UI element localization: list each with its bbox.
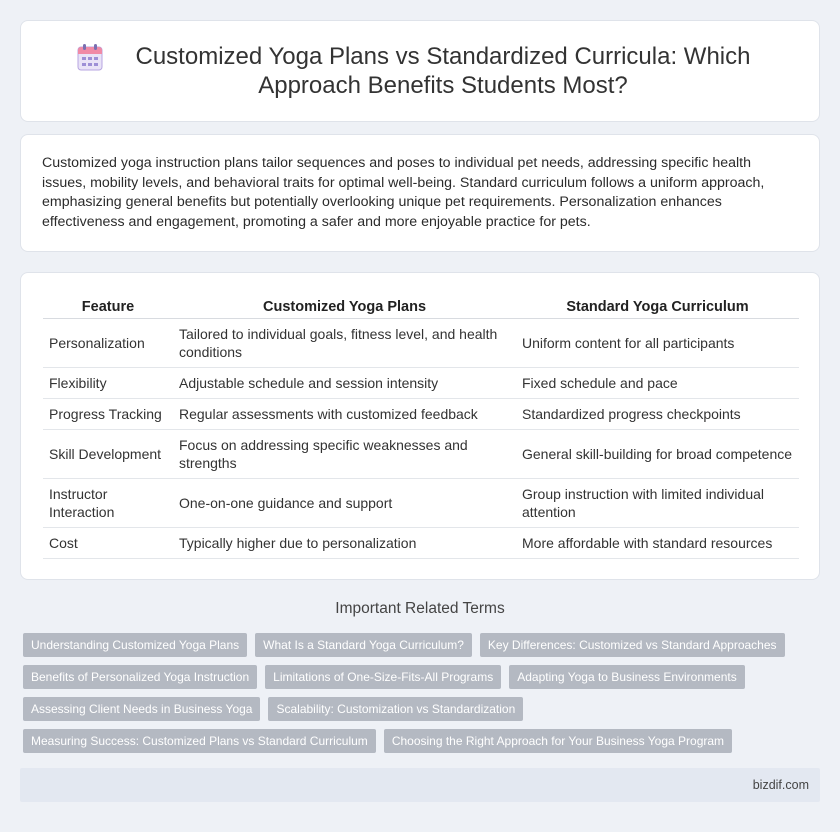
table-row: [43, 319, 799, 368]
table-cell-standard: General skill-building for broad competence: [516, 430, 799, 479]
related-terms-list: [23, 633, 823, 761]
table-cell-standard: Standardized progress checkpoints: [516, 399, 799, 430]
table-cell-feature: Progress Tracking: [43, 399, 173, 430]
tag-row: [23, 665, 823, 689]
tag-row: [23, 633, 823, 657]
table-cell-feature: Skill Development: [43, 430, 173, 479]
title-card: [20, 20, 820, 122]
column-header-customized: Customized Yoga Plans: [173, 295, 516, 319]
table-cell-customized: Adjustable schedule and session intensity: [173, 368, 516, 399]
table-cell-customized: Tailored to individual goals, fitness level, and health conditions: [173, 319, 516, 368]
calendar-icon: [77, 43, 103, 71]
table-cell-customized: Typically higher due to personalization: [173, 528, 516, 559]
page-title: Customized Yoga Plans vs Standardized Curricula: Which Approach Benefits Students Most?: [135, 43, 751, 99]
related-term-tag[interactable]: Adapting Yoga to Business Environments: [509, 665, 744, 689]
table-cell-feature: Cost: [43, 528, 173, 559]
intro-card: [20, 134, 820, 252]
table-cell-standard: Fixed schedule and pace: [516, 368, 799, 399]
footer-bar: [20, 768, 820, 802]
related-term-tag[interactable]: Measuring Success: Customized Plans vs Standard Curriculum: [23, 729, 376, 753]
table-row: [43, 399, 799, 430]
related-term-tag[interactable]: Assessing Client Needs in Business Yoga: [23, 697, 260, 721]
column-header-feature: Feature: [43, 295, 173, 319]
table-cell-standard: Group instruction with limited individual attention: [516, 479, 799, 528]
column-header-standard: Standard Yoga Curriculum: [516, 295, 799, 319]
table-cell-feature: Personalization: [43, 319, 173, 368]
related-term-tag[interactable]: Understanding Customized Yoga Plans: [23, 633, 247, 657]
tag-row: [23, 729, 823, 753]
table-header-row: [43, 295, 799, 319]
table-row: [43, 528, 799, 559]
related-term-tag[interactable]: What Is a Standard Yoga Curriculum?: [255, 633, 472, 657]
table-row: [43, 479, 799, 528]
table-cell-standard: Uniform content for all participants: [516, 319, 799, 368]
intro-paragraph: Customized yoga instruction plans tailor sequences and poses to individual pet needs, addressing specific health issues, mobility levels, and behavioral traits for optimal well-being. Standard curriculum follows a uniform approach, emphasizing general benefits but potentially overlooking unique pet requirements. Personalization enhances effectiveness and engagement, promoting a safer and more enjoyable practice for pets.: [42, 155, 765, 230]
related-term-tag[interactable]: Key Differences: Customized vs Standard Approaches: [480, 633, 785, 657]
related-terms-title: Important Related Terms: [335, 600, 505, 617]
table-cell-customized: Regular assessments with customized feedback: [173, 399, 516, 430]
table-cell-customized: Focus on addressing specific weaknesses and strengths: [173, 430, 516, 479]
comparison-card: [20, 272, 820, 580]
table-cell-feature: Flexibility: [43, 368, 173, 399]
table-cell-standard: More affordable with standard resources: [516, 528, 799, 559]
related-term-tag[interactable]: Scalability: Customization vs Standardization: [268, 697, 523, 721]
related-term-tag[interactable]: Choosing the Right Approach for Your Business Yoga Program: [384, 729, 732, 753]
related-term-tag[interactable]: Benefits of Personalized Yoga Instruction: [23, 665, 257, 689]
footer-brand[interactable]: bizdif.com: [752, 778, 809, 792]
table-row: [43, 368, 799, 399]
table-cell-customized: One-on-one guidance and support: [173, 479, 516, 528]
related-term-tag[interactable]: Limitations of One-Size-Fits-All Programs: [265, 665, 501, 689]
comparison-table: [43, 295, 799, 559]
table-row: [43, 430, 799, 479]
title-wrap: [60, 42, 780, 100]
tag-row: [23, 697, 823, 721]
table-cell-feature: Instructor Interaction: [43, 479, 173, 528]
